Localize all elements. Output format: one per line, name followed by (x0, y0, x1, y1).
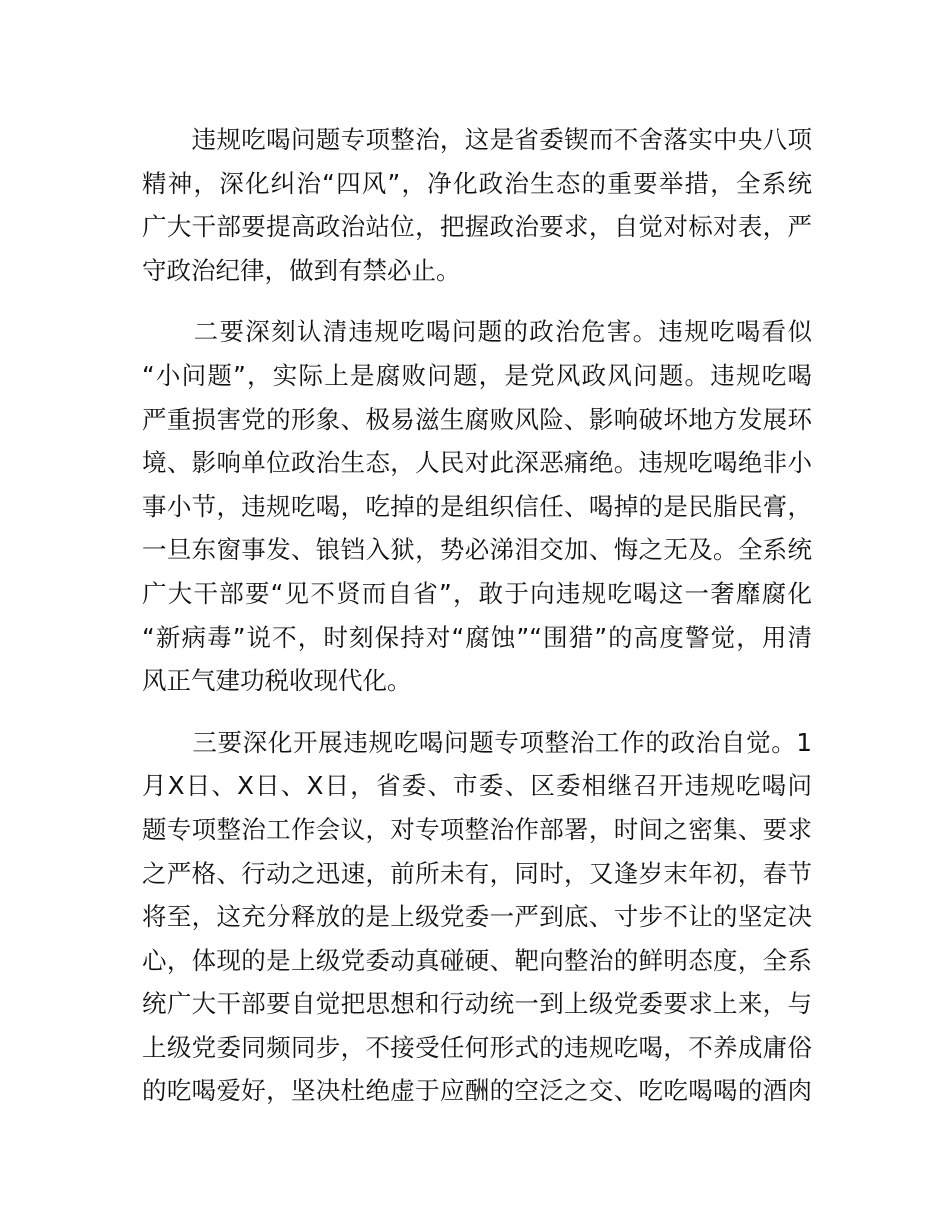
text-line: 上级党委同频同步，不接受任何形式的违规吃喝，不养成庸俗 (142, 1032, 812, 1062)
text-line: 境、影响单位政治生态，人民对此深恶痛绝。违规吃喝绝非小 (142, 448, 812, 478)
text-line: 之严格、行动之迅速，前所未有，同时，又逢岁末年初，春节 (142, 858, 812, 888)
document-body (142, 118, 812, 1131)
text-line: 三要深化开展违规吃喝问题专项整治工作的政治自觉。1 (142, 727, 812, 757)
paragraph-intro (142, 118, 812, 292)
text-line: 将至，这充分释放的是上级党委一严到底、寸步不让的坚定决 (142, 902, 812, 932)
text-line: 心，体现的是上级党委动真碰硬、靶向整治的鲜明态度，全系 (142, 945, 812, 975)
text-line: 一旦东窗事发、锒铛入狱，势必涕泪交加、悔之无及。全系统 (142, 535, 812, 565)
text-line: “小问题”，实际上是腐败问题，是党风政风问题。违规吃喝 (142, 360, 812, 390)
text-line: “新病毒”说不，时刻保持对“腐蚀”“围猎”的高度警觉，用清 (142, 622, 812, 652)
text-line: 守政治纪律，做到有禁必止。 (142, 255, 461, 285)
text-line: 的吃喝爱好，坚决杜绝虚于应酬的空泛之交、吃吃喝喝的酒肉 (142, 1076, 812, 1106)
paragraph-political-harm (142, 310, 812, 702)
text-line: 二要深刻认清违规吃喝问题的政治危害。违规吃喝看似 (142, 317, 812, 347)
text-line: 事小节，违规吃喝，吃掉的是组织信任、喝掉的是民脂民膏， (142, 491, 812, 521)
text-line: 严重损害党的形象、极易滋生腐败风险、影响破坏地方发展环 (142, 404, 812, 434)
text-line: 精神，深化纠治“四风”，净化政治生态的重要举措，全系统 (142, 168, 812, 198)
text-line: 统广大干部要自觉把思想和行动统一到上级党委要求上来，与 (142, 989, 812, 1019)
text-line: 题专项整治工作会议，对专项整治作部署，时间之密集、要求 (142, 814, 812, 844)
text-line: 违规吃喝问题专项整治，这是省委锲而不舍落实中央八项 (142, 125, 812, 154)
text-line: 风正气建功税收现代化。 (142, 666, 412, 696)
text-line: 月X日、X日、X日，省委、市委、区委相继召开违规吃喝问 (142, 771, 812, 801)
text-line: 广大干部要“见不贤而自省”，敢于向违规吃喝这一奢靡腐化 (142, 578, 812, 608)
paragraph-special-rectification (142, 721, 812, 1113)
text-line: 广大干部要提高政治站位，把握政治要求，自觉对标对表，严 (142, 212, 812, 242)
